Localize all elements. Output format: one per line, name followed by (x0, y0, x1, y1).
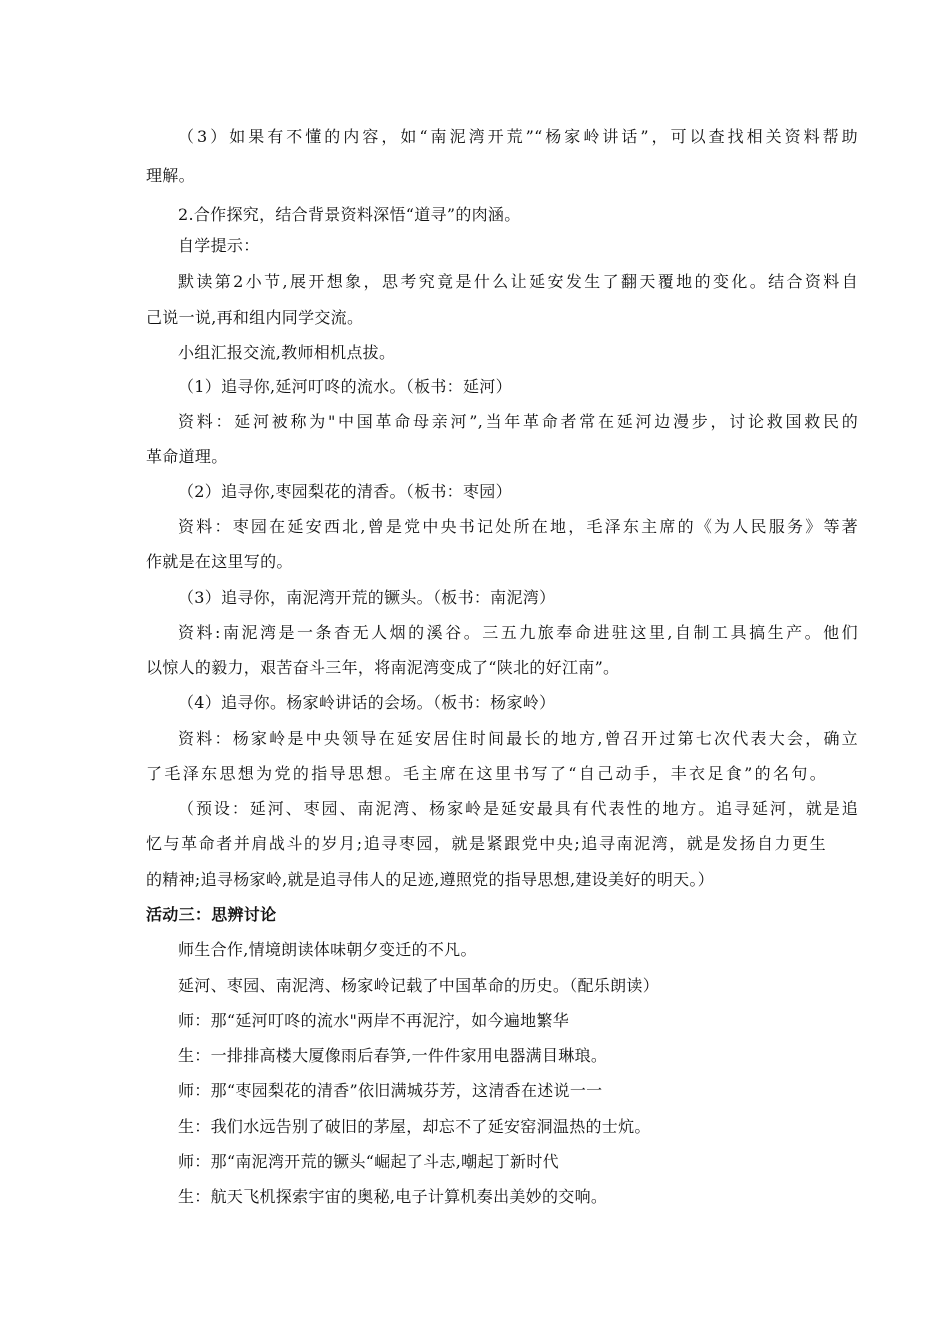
text-line: 自学提示： (178, 236, 260, 255)
section-heading: 活动三：思辨讨论 (146, 905, 277, 924)
text-line: （4）追寻你。杨家岭讲话的会场。（板书：杨家岭） (178, 693, 556, 712)
text-line: 革命道理。 (146, 447, 228, 466)
text-line: （2）追寻你,枣园梨花的清香。（板书：枣园） (178, 482, 512, 501)
text-line: 己说一说,再和组内同学交流。 (146, 308, 364, 327)
text-line: 资料：杨家岭是中央领导在延安居住时间最长的地方,曾召开过第七次代表大会，确立 (178, 729, 858, 748)
text-line: 忆与革命者并肩战斗的岁月;追寻枣园，就是紧跟党中央;追寻南泥湾，就是发扬自力更生 (146, 834, 826, 853)
text-line: （3）如果有不懂的内容，如“南泥湾开荒”“杨家岭讲话”，可以查找相关资料帮助 (178, 127, 858, 146)
text-line: 作就是在这里写的。 (146, 552, 293, 571)
text-line: 生：一排排高楼大厦像雨后春笋,一件件家用电器满目琳琅。 (178, 1046, 608, 1065)
text-line: 以惊人的毅力，艰苦奋斗三年，将南泥湾变成了“陕北的好江南”。 (146, 658, 620, 677)
text-line: 理解。 (146, 166, 195, 185)
text-line: 资料：延河被称为"中国革命母亲河”,当年革命者常在延河边漫步，讨论救国救民的 (178, 412, 858, 431)
text-line: 生：我们水远告别了破旧的茅屋，却忘不了延安窑洞温热的士炕。 (178, 1117, 651, 1136)
text-line: 师：那“枣园梨花的清香”依旧满城芬芳，这清香在述说一一 (178, 1081, 603, 1100)
text-line: 资料:南泥湾是一条杳无人烟的溪谷。三五九旅奉命进驻这里,自制工具搞生产。他们 (178, 623, 858, 642)
text-line: 师生合作,情境朗读体味朝夕变迁的不凡。 (178, 940, 477, 959)
text-line: 了毛泽东思想为党的指导思想。毛主席在这里书写了“自己动手，丰衣足食”的名句。 (146, 764, 826, 783)
text-line: （预设：延河、枣园、南泥湾、杨家岭是延安最具有代表性的地方。追寻延河，就是追 (178, 799, 858, 818)
text-line: 的精神;追寻杨家岭,就是追寻伟人的足迹,遵照党的指导思想,建设美好的明天。） (146, 870, 715, 889)
text-line: 默读第2小节,展开想象，思考究竟是什么让延安发生了翻天覆地的变化。结合资料自 (178, 272, 858, 291)
text-line: 延河、枣园、南泥湾、杨家岭记载了中国革命的历史。（配乐朗读） (178, 976, 660, 995)
text-line: 生：航天飞机探索宇宙的奥秘,电子计算机奏出美妙的交响。 (178, 1187, 608, 1206)
text-line: （3）追寻你，南泥湾开荒的镢头。（板书：南泥湾） (178, 588, 556, 607)
text-line: 师：那“延河叮咚的流水"两岸不再泥泞，如今遍地繁华 (178, 1011, 570, 1030)
text-line: 2.合作探究，结合背景资料深悟“道寻”的肉涵。 (178, 205, 521, 224)
text-line: 师：那“南泥湾开荒的镢头“崛起了斗志,嘲起丁新时代 (178, 1152, 559, 1171)
text-line: 资料：枣园在延安西北,曾是党中央书记处所在地，毛泽东主席的《为人民服务》等著 (178, 517, 858, 536)
text-line: （1）追寻你,延河叮咚的流水。（板书：延河） (178, 377, 512, 396)
text-line: 小组汇报交流,教师相机点拔。 (178, 343, 396, 362)
